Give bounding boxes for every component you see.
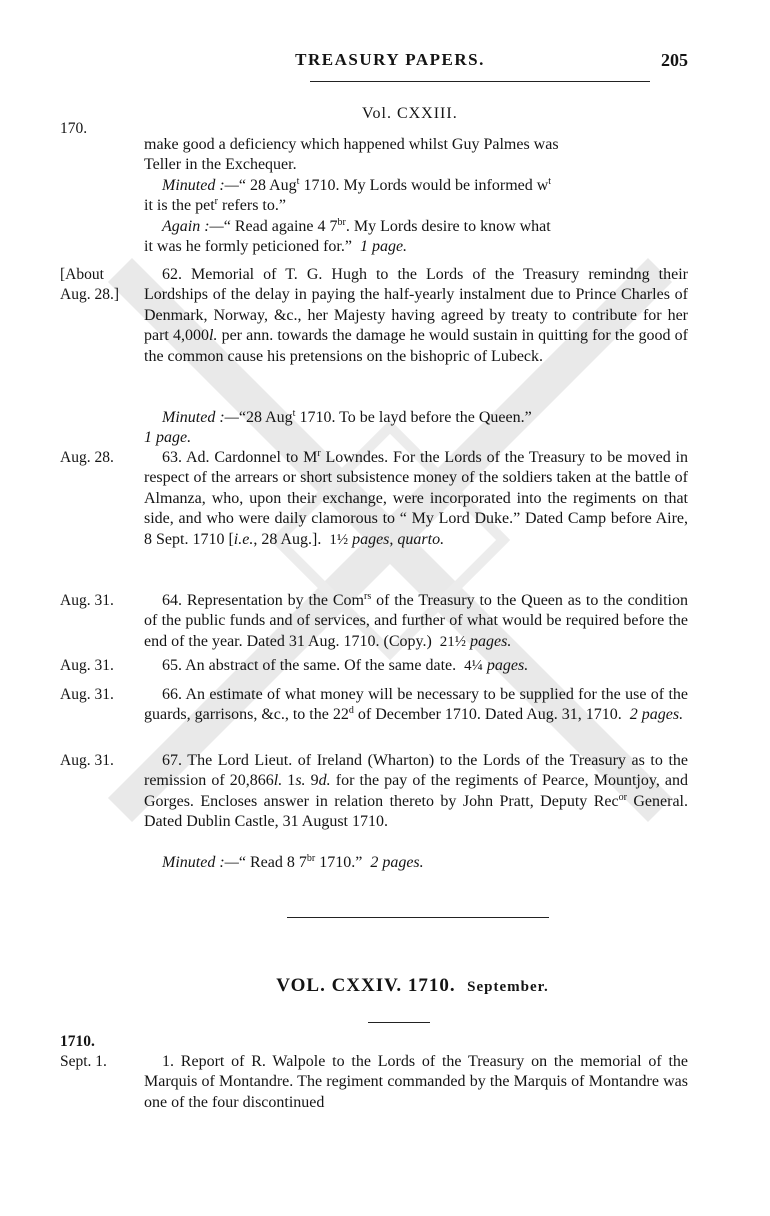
entry-text: 1 <box>282 772 296 790</box>
running-head <box>0 50 770 74</box>
minute-label: Minuted :— <box>162 854 239 871</box>
section-heading <box>0 975 770 997</box>
page-count: pages, quarto. <box>348 530 445 548</box>
entry-date-65: Aug. 31. <box>60 657 114 674</box>
entry-text: 63. Ad. Cardonnel to M <box>162 449 318 466</box>
page-count: 1 page. <box>359 238 408 256</box>
entry-sept-1: 1. Report of R. Walpole to the Lords of the Treasury on the memorial of the Marquis of Montandre. The regiment commanded by the Marquis of Montandre was one of the four discontinued <box>144 1053 688 1111</box>
entry-date-62 <box>60 265 119 305</box>
minute-text: “ 28 Aug <box>238 176 297 194</box>
entry-170-again <box>144 217 688 237</box>
page-number: 205 <box>661 50 688 70</box>
superscript: t <box>548 175 552 187</box>
page-count: pages. <box>482 657 529 674</box>
minute-text: it is the pet <box>144 197 215 215</box>
entry-text: i.e. <box>233 530 254 548</box>
entry-62-minute <box>144 408 688 449</box>
entry-text: of December 1710. Dated Aug. 31, 1710. <box>353 706 622 724</box>
minute-text: “ Read 8 7 <box>238 854 307 871</box>
entry-170 <box>144 135 688 257</box>
entry-62 <box>144 265 688 367</box>
entry-170-line-1: make good a deficiency which happened whilst Guy Palmes was <box>144 136 559 153</box>
section-month: September. <box>467 979 549 995</box>
entry-text: s. <box>295 772 306 790</box>
entry-65 <box>144 656 688 676</box>
volume-heading: Vol. CXXIII. <box>362 105 458 122</box>
entry-date-sept-1: Sept. 1. <box>60 1053 107 1070</box>
superscript: d <box>348 705 354 717</box>
entry-64 <box>144 591 688 652</box>
running-title: TREASURY PAPERS. <box>295 50 485 69</box>
page-count-number: 4¼ <box>464 658 483 674</box>
superscript: or <box>618 791 627 803</box>
page-count: 2 pages. <box>629 706 684 724</box>
entry-text: 67. The Lord Lieut. of Ireland (Wharton) to the Lords of the Treasury as to the remission of 20,866 <box>144 752 688 790</box>
entry-text: 62. Memorial of T. G. Hugh to the Lords of the Treasury remindng their Lordships of the delay in paying the half-yearly instalment due to Prince Charles of Denmark, Norway, &c., her Majesty having agreed by treaty to contribute for her part 4,000 <box>144 266 688 345</box>
entry-63 <box>144 448 688 550</box>
entry-date-66: Aug. 31. <box>60 686 114 703</box>
superscript: r <box>317 448 321 459</box>
entry-text: , 28 Aug.]. <box>253 530 322 548</box>
section-separator <box>287 917 549 918</box>
superscript: br <box>337 216 346 228</box>
minute-text: 1710. To be layd before the Queen.” <box>295 409 532 426</box>
entry-66 <box>144 685 688 726</box>
entry-170-minute <box>144 176 688 196</box>
page-count-number: 21½ <box>439 633 467 650</box>
entry-170-again-cont <box>144 237 688 257</box>
page-count: 1 page. <box>144 429 192 447</box>
header-rule <box>310 81 650 82</box>
again-text: . My Lords desire to know what <box>345 217 551 235</box>
entry-170-minute-cont <box>144 196 688 216</box>
entry-text: General. Dated Dublin Castle, 31 August 1710. <box>144 792 689 831</box>
again-label: Again :— <box>162 217 224 235</box>
entry-text: 9 <box>305 772 319 790</box>
entry-text: d. <box>318 772 331 790</box>
superscript: t <box>296 175 300 187</box>
entry-text: l. <box>209 327 218 345</box>
date-line: Aug. 28.] <box>60 286 119 303</box>
again-text: “ Read againe 4 7 <box>223 217 338 235</box>
entry-date-64: Aug. 31. <box>60 592 114 609</box>
entry-year: 1710. <box>60 1033 95 1050</box>
entry-text: for the pay of the regiments of Pearce, Mountjoy, and Gorges. Encloses answer in relation thereto by John Pratt, Deputy Rec <box>144 772 689 810</box>
entry-67 <box>144 751 688 833</box>
entry-text: 65. An abstract of the same. Of the same date. <box>162 657 457 674</box>
entry-text: of the Treasury to the Queen as to the condition of the public funds and of services, and further of what would be required before the end of the year. Dated 31 Aug. 1710. (Copy.) <box>144 592 689 650</box>
superscript: t <box>292 408 296 419</box>
entry-text: 64. Representation by the Com <box>162 592 364 609</box>
entry-text: l. <box>273 772 283 790</box>
minute-text: 1710.” <box>315 854 363 871</box>
superscript: r <box>214 196 218 208</box>
entry-67-minute <box>144 853 688 873</box>
minute-label: Minuted :— <box>162 409 239 426</box>
again-text: it was he formly peticioned for.” <box>144 238 352 256</box>
entry-date-63: Aug. 28. <box>60 449 114 466</box>
superscript: br <box>306 853 316 864</box>
minute-text: “28 Aug <box>238 409 293 426</box>
date-line: [About <box>60 266 104 283</box>
entry-text: 66. An estimate of what money will be necessary to be supplied for the use of the guards, garrisons, &c., to the 22 <box>144 686 688 724</box>
entry-170-line-2: Teller in the Exchequer. <box>144 156 297 174</box>
page-count: 2 pages. <box>370 854 424 871</box>
section-title: VOL. CXXIV. 1710. <box>276 975 456 996</box>
entry-text: Lowndes. For the Lords of the Treasury to be moved in respect of the arrears or short subsistence money of the soldiers taken at the battle of Almanza, who, upon their exchange, were incorporated into the regiments on that side, and who were daily clamorous to “ My Lord Duke.” Dated Camp before Aire, 8 Sept. 1710 [ <box>144 449 688 548</box>
entry-number-170: 170. <box>60 120 88 137</box>
entry-date-67: Aug. 31. <box>60 752 114 769</box>
entry-text: per ann. towards the damage he would sustain in quitting for the good of the common cause his pretensions on the bishopric of Lubeck. <box>144 327 688 365</box>
superscript: rs <box>364 591 372 602</box>
minute-text: 1710. My Lords would be informed w <box>299 176 549 194</box>
page-count: pages. <box>466 632 512 650</box>
minute-label: Minuted :— <box>162 176 239 194</box>
minute-text: refers to.” <box>218 197 286 215</box>
page-count-number: 1½ <box>329 531 349 548</box>
section-rule <box>368 1022 430 1023</box>
